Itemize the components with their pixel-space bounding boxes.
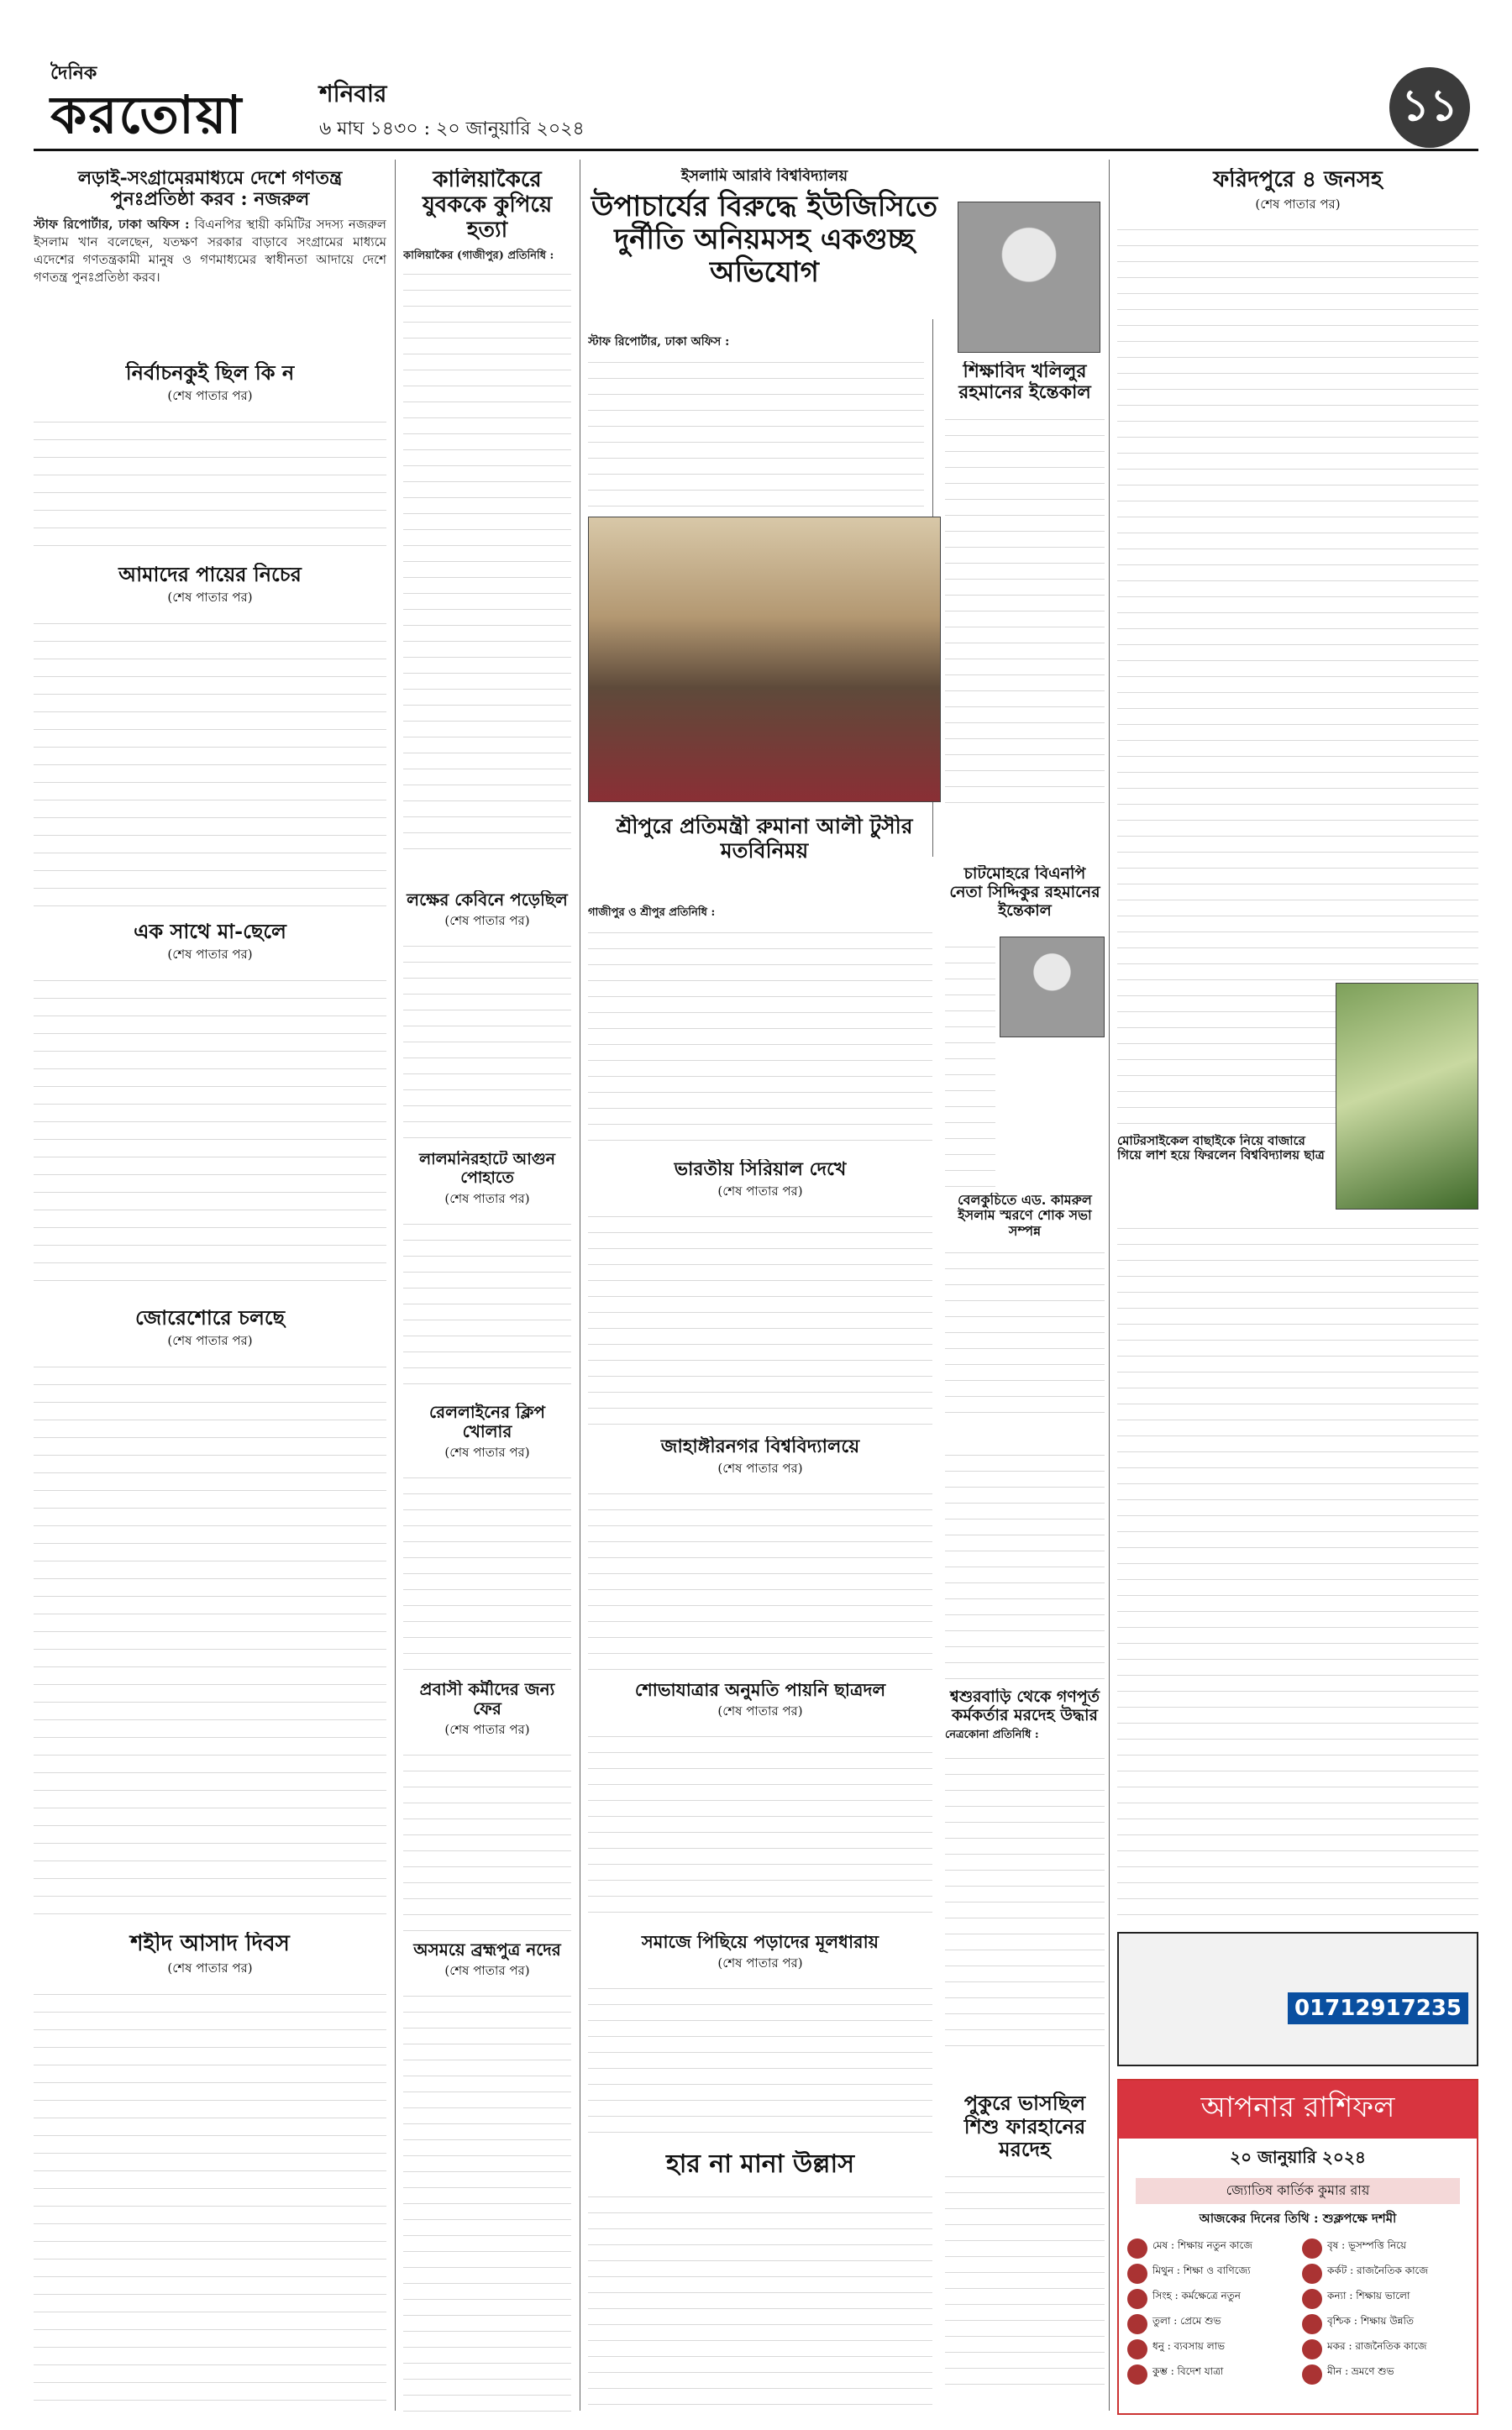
horoscope-text: মেষ : শিক্ষায় নতুন কাজে: [1152, 2239, 1253, 2251]
horoscope-item: [1127, 2289, 1294, 2309]
article-body: [588, 1206, 932, 1428]
article-lead-left: [34, 168, 386, 349]
headline: বেলকুচিতে এড. কামরুল ইসলাম স্মরণে শোক সভা সম্পন্ন: [958, 1193, 1092, 1239]
horoscope-item: [1127, 2364, 1294, 2385]
article-body: [34, 1983, 386, 2415]
article-university-body: [588, 332, 924, 512]
byline: স্টাফ রিপোর্টার, ঢাকা অফিস :: [588, 335, 730, 349]
horoscope-item: [1127, 2339, 1294, 2359]
horoscope-text: মীন : ভ্রমণে শুভ: [1327, 2365, 1394, 2377]
column-rule: [1109, 160, 1110, 2411]
byline: স্টাফ রিপোর্টার, ঢাকা অফিস :: [34, 216, 190, 232]
masthead: [34, 59, 1478, 151]
continued-note: (শেষ পাতার পর): [167, 946, 253, 962]
horoscope-text: মকর : রাজনৈতিক কাজে: [1327, 2340, 1427, 2352]
article-samaj: [588, 1932, 932, 2142]
continued-note: (শেষ পাতার পর): [167, 589, 253, 605]
headline: ফরিদপুরে ৪ জনসহ: [1213, 168, 1383, 192]
continued-note: (শেষ পাতার পর): [717, 1955, 803, 1971]
continued-note: (শেষ পাতার পর): [444, 1963, 530, 1978]
zodiac-icon: [1302, 2339, 1322, 2359]
continued-note: (শেষ পাতার পর): [1255, 196, 1341, 212]
byline: কালিয়াকৈর (গাজীপুর) প্রতিনিধি :: [403, 249, 554, 262]
article-body: [403, 1467, 571, 1672]
headline: শোভাযাত্রার অনুমতি পায়নি ছাত্রদল: [634, 1680, 886, 1700]
article-lokkher-cobin: [403, 890, 571, 1142]
headline: জোরেশোরে চলছে: [134, 1306, 286, 1330]
horoscope-text: তুলা : প্রেমে শুভ: [1152, 2315, 1221, 2327]
article-body: [588, 922, 932, 1151]
horoscope-tithi: আজকের দিনের তিথি : শুক্লপক্ষে দশমী: [1199, 2211, 1397, 2226]
horoscope-item: [1302, 2238, 1468, 2259]
news-photo-meeting: [588, 517, 941, 802]
article-body: [403, 1745, 571, 1932]
article-kaliakoir: [403, 168, 571, 882]
article-chatmohor: [945, 865, 1105, 932]
article-probashi: [403, 1680, 571, 1932]
article-body: [588, 2186, 932, 2405]
article-body: [403, 936, 571, 1142]
article-relline: [403, 1403, 571, 1672]
horoscope-item: [1302, 2264, 1468, 2284]
article-sreepur: [588, 815, 941, 899]
continued-note: (শেষ পাতার পর): [167, 1332, 253, 1348]
continued-note: (শেষ পাতার পর): [717, 1703, 803, 1719]
article-belkuchi: [945, 1193, 1105, 1436]
headline: সমাজে পিছিয়ে পড়াদের মূলধারায়: [641, 1932, 879, 1952]
continued-note: (শেষ পাতার পর): [717, 1184, 803, 1199]
column-rule: [395, 160, 396, 2411]
zodiac-icon: [1127, 2364, 1147, 2385]
article-body: [945, 937, 995, 1189]
horoscope-box: [1117, 2079, 1478, 2415]
horoscope-text: সিংহ : কর্মক্ষেত্রে নতুন: [1152, 2290, 1241, 2301]
headline: অসময়ে ব্রহ্মপুত্র নদের: [413, 1940, 561, 1960]
horoscope-text: বৃষ : ভূসম্পত্তি নিয়ে: [1327, 2239, 1407, 2251]
article-khalilur: [945, 361, 1105, 857]
article-jahangirnagar: [588, 1436, 932, 1672]
headline: মোটরসাইকেল বাছাইকে নিয়ে বাজারে গিয়ে লাশ হয়ে ফিরলেন বিশ্ববিদ্যালয় ছাত্র: [1117, 1134, 1325, 1163]
horoscope-signs: [1119, 2233, 1477, 2390]
headline: প্রবাসী কর্মীদের জন্য ফের: [419, 1680, 555, 1719]
headline: শিক্ষাবিদ খলিলুর রহমানের ইন্তেকাল: [958, 361, 1091, 404]
article-bharotio: [588, 1159, 932, 1428]
article-faridpur: [1117, 168, 1478, 1126]
horoscope-text: কন্যা : শিক্ষায় ভালো: [1327, 2290, 1410, 2301]
horoscope-item: [1127, 2238, 1294, 2259]
article-body: [588, 1483, 932, 1672]
article-body: [945, 1445, 1105, 1680]
headline: হার না মানা উল্লাস: [665, 2150, 855, 2179]
article-shohid-asad: [34, 1932, 386, 2415]
article-osomoye: [403, 1940, 571, 2415]
advertisement: [1117, 1932, 1478, 2066]
article-shoshur: [945, 1688, 1105, 2083]
article-body: [403, 1986, 571, 2414]
article-body: [945, 1748, 1105, 2059]
article-amader-payer: [34, 563, 386, 907]
headline: লড়াই-সংগ্রামেরমাধ্যমে দেশে গণতন্ত্র পুনঃপ্রতিষ্ঠা করব : নজরুল: [77, 168, 343, 211]
headline: এক সাথে মা-ছেলে: [134, 920, 286, 943]
byline: গাজীপুর ও শ্রীপুর প্রতিনিধি :: [588, 906, 716, 919]
article-body: বিএনপির স্থায়ী কমিটির সদস্য নজরুল ইসলাম খান বলেছেন, যতক্ষণ সরকার বাড়াবে সংগ্রামের মাধ্যমে এদেশের গণতন্ত্রকামী মানুষ ও গণমাধ্যমের স্বাধীনতা আদায়ে দেশে গণতন্ত্র পুনঃপ্রতিষ্ঠা করব।: [34, 216, 386, 286]
horoscope-item: [1302, 2364, 1468, 2385]
article-body: [1117, 1218, 1478, 1924]
headline: নির্বাচনকুই ছিল কি ন: [125, 361, 295, 385]
article-body: [945, 1242, 1105, 1427]
article-body: [588, 352, 924, 512]
kicker: ইসলামি আরবি বিশ্ববিদ্যালয়: [680, 168, 848, 185]
continued-note: (শেষ পাতার পর): [167, 1960, 253, 1976]
horoscope-item: [1127, 2314, 1294, 2334]
page-number: ১১: [1389, 67, 1470, 148]
horoscope-date: ২০ জানুয়ারি ২০২৪: [1230, 2147, 1366, 2167]
headline: জাহাঙ্গীরনগর বিশ্ববিদ্যালয়ে: [660, 1436, 860, 1457]
horoscope-text: কর্কট : রাজনৈতিক কাজে: [1327, 2265, 1429, 2276]
article-body: [34, 411, 386, 554]
article-nirbachit: [34, 361, 386, 554]
zodiac-icon: [1127, 2314, 1147, 2334]
continued-note: (শেষ পাতার পর): [444, 1722, 530, 1737]
article-body: [588, 1726, 932, 1924]
headline: পুকুরে ভাসছিল শিশু ফারহানের মরদেহ: [963, 2091, 1086, 2162]
zodiac-icon: [1127, 2264, 1147, 2284]
article-pukur: [945, 2091, 1105, 2415]
continued-note: (শেষ পাতার পর): [167, 387, 253, 403]
article-body: [588, 1978, 932, 2142]
zodiac-icon: [1127, 2238, 1147, 2259]
horoscope-header: আপনার রাশিফল: [1119, 2081, 1477, 2139]
horoscope-text: বৃশ্চিক : শিক্ষায় উন্নতি: [1327, 2315, 1414, 2327]
newspaper-logo: করতোয়া: [50, 84, 244, 145]
continued-note: (শেষ পাতার পর): [444, 1190, 530, 1206]
article-har-na-mana: [588, 2150, 932, 2415]
headline: শ্রীপুরে প্রতিমন্ত্রী রুমানা আলী টুসীর মতবিনিময়: [616, 815, 913, 863]
continued-note: (শেষ পাতার পর): [444, 1445, 530, 1460]
zodiac-icon: [1302, 2289, 1322, 2309]
date-line: ৬ মাঘ ১৪৩০ : ২০ জানুয়ারি ২০২৪: [319, 118, 585, 139]
horoscope-item: [1302, 2339, 1468, 2359]
article-university: [588, 168, 941, 328]
article-shobhajatra: [588, 1680, 932, 1924]
article-body: [945, 2166, 1105, 2385]
article-body: [34, 969, 386, 1294]
headline: লালমনিরহাটে আগুন পোহাতে: [418, 1151, 556, 1187]
horoscope-item: [1302, 2289, 1468, 2309]
horoscope-item: [1302, 2314, 1468, 2334]
headline: রেললাইনের ক্লিপ খোলার: [428, 1403, 546, 1441]
student-photo: [1336, 983, 1478, 1210]
article-sreepur-body: [588, 903, 932, 1151]
headline: লক্ষের কেবিনে পড়েছিল: [407, 890, 568, 910]
article-student: [1117, 1134, 1327, 1210]
horoscope-text: মিথুন : শিক্ষা ও বাণিজ্যে: [1152, 2265, 1251, 2276]
zodiac-icon: [1302, 2314, 1322, 2334]
zodiac-icon: [1302, 2264, 1322, 2284]
portrait-photo: [958, 202, 1100, 353]
continued-note: (শেষ পাতার পর): [444, 913, 530, 928]
headline: শ্বশুরবাড়ি থেকে গণপূর্ত কর্মকর্তার মরদেহ উদ্ধার: [949, 1688, 1100, 1724]
byline: নেত্রকোনা প্রতিনিধি :: [945, 1728, 1039, 1741]
horoscope-item: [1127, 2264, 1294, 2284]
portrait-photo: [1000, 937, 1105, 1037]
horoscope-text: কুম্ভ : বিদেশ যাত্রা: [1152, 2365, 1224, 2377]
horoscope-astrologer: জ্যোতিষ কার্তিক কুমার রায়: [1136, 2178, 1460, 2204]
article-body: [34, 612, 386, 907]
horoscope-text: ধনু : ব্যবসায় লাভ: [1152, 2340, 1226, 2352]
headline: আমাদের পায়ের নিচের: [118, 563, 302, 586]
zodiac-icon: [1302, 2238, 1322, 2259]
logo-small: দৈনিক: [50, 62, 97, 84]
ad-phone-number: 01712917235: [1288, 1992, 1468, 2024]
zodiac-icon: [1127, 2339, 1147, 2359]
zodiac-icon: [1302, 2364, 1322, 2385]
article-body: [403, 264, 571, 852]
zodiac-icon: [1127, 2289, 1147, 2309]
article-body: [403, 1214, 571, 1394]
headline: উপাচার্যের বিরুদ্ধে ইউজিসিতে দুর্নীতি অনিয়মসহ একগুচ্ছ অভিযোগ: [591, 189, 938, 289]
headline: শহীদ আসাদ দিবস: [130, 1932, 290, 1956]
article-ek-sathe: [34, 920, 386, 1294]
headline: চাটমোহরে বিএনপি নেতা সিদ্দিকুর রহমানের ইন্তেকাল: [949, 865, 1100, 920]
article-body: [34, 1356, 386, 1919]
headline: কালিয়াকৈরে যুবককে কুপিয়ে হত্যা: [422, 168, 553, 243]
day-name: শনিবার: [319, 80, 387, 108]
article-jore-shore: [34, 1306, 386, 1919]
article-lalmonirhat: [403, 1151, 571, 1394]
article-body: [945, 409, 1105, 812]
continued-note: (শেষ পাতার পর): [717, 1461, 803, 1477]
headline: ভারতীয় সিরিয়াল দেখে: [674, 1159, 847, 1180]
